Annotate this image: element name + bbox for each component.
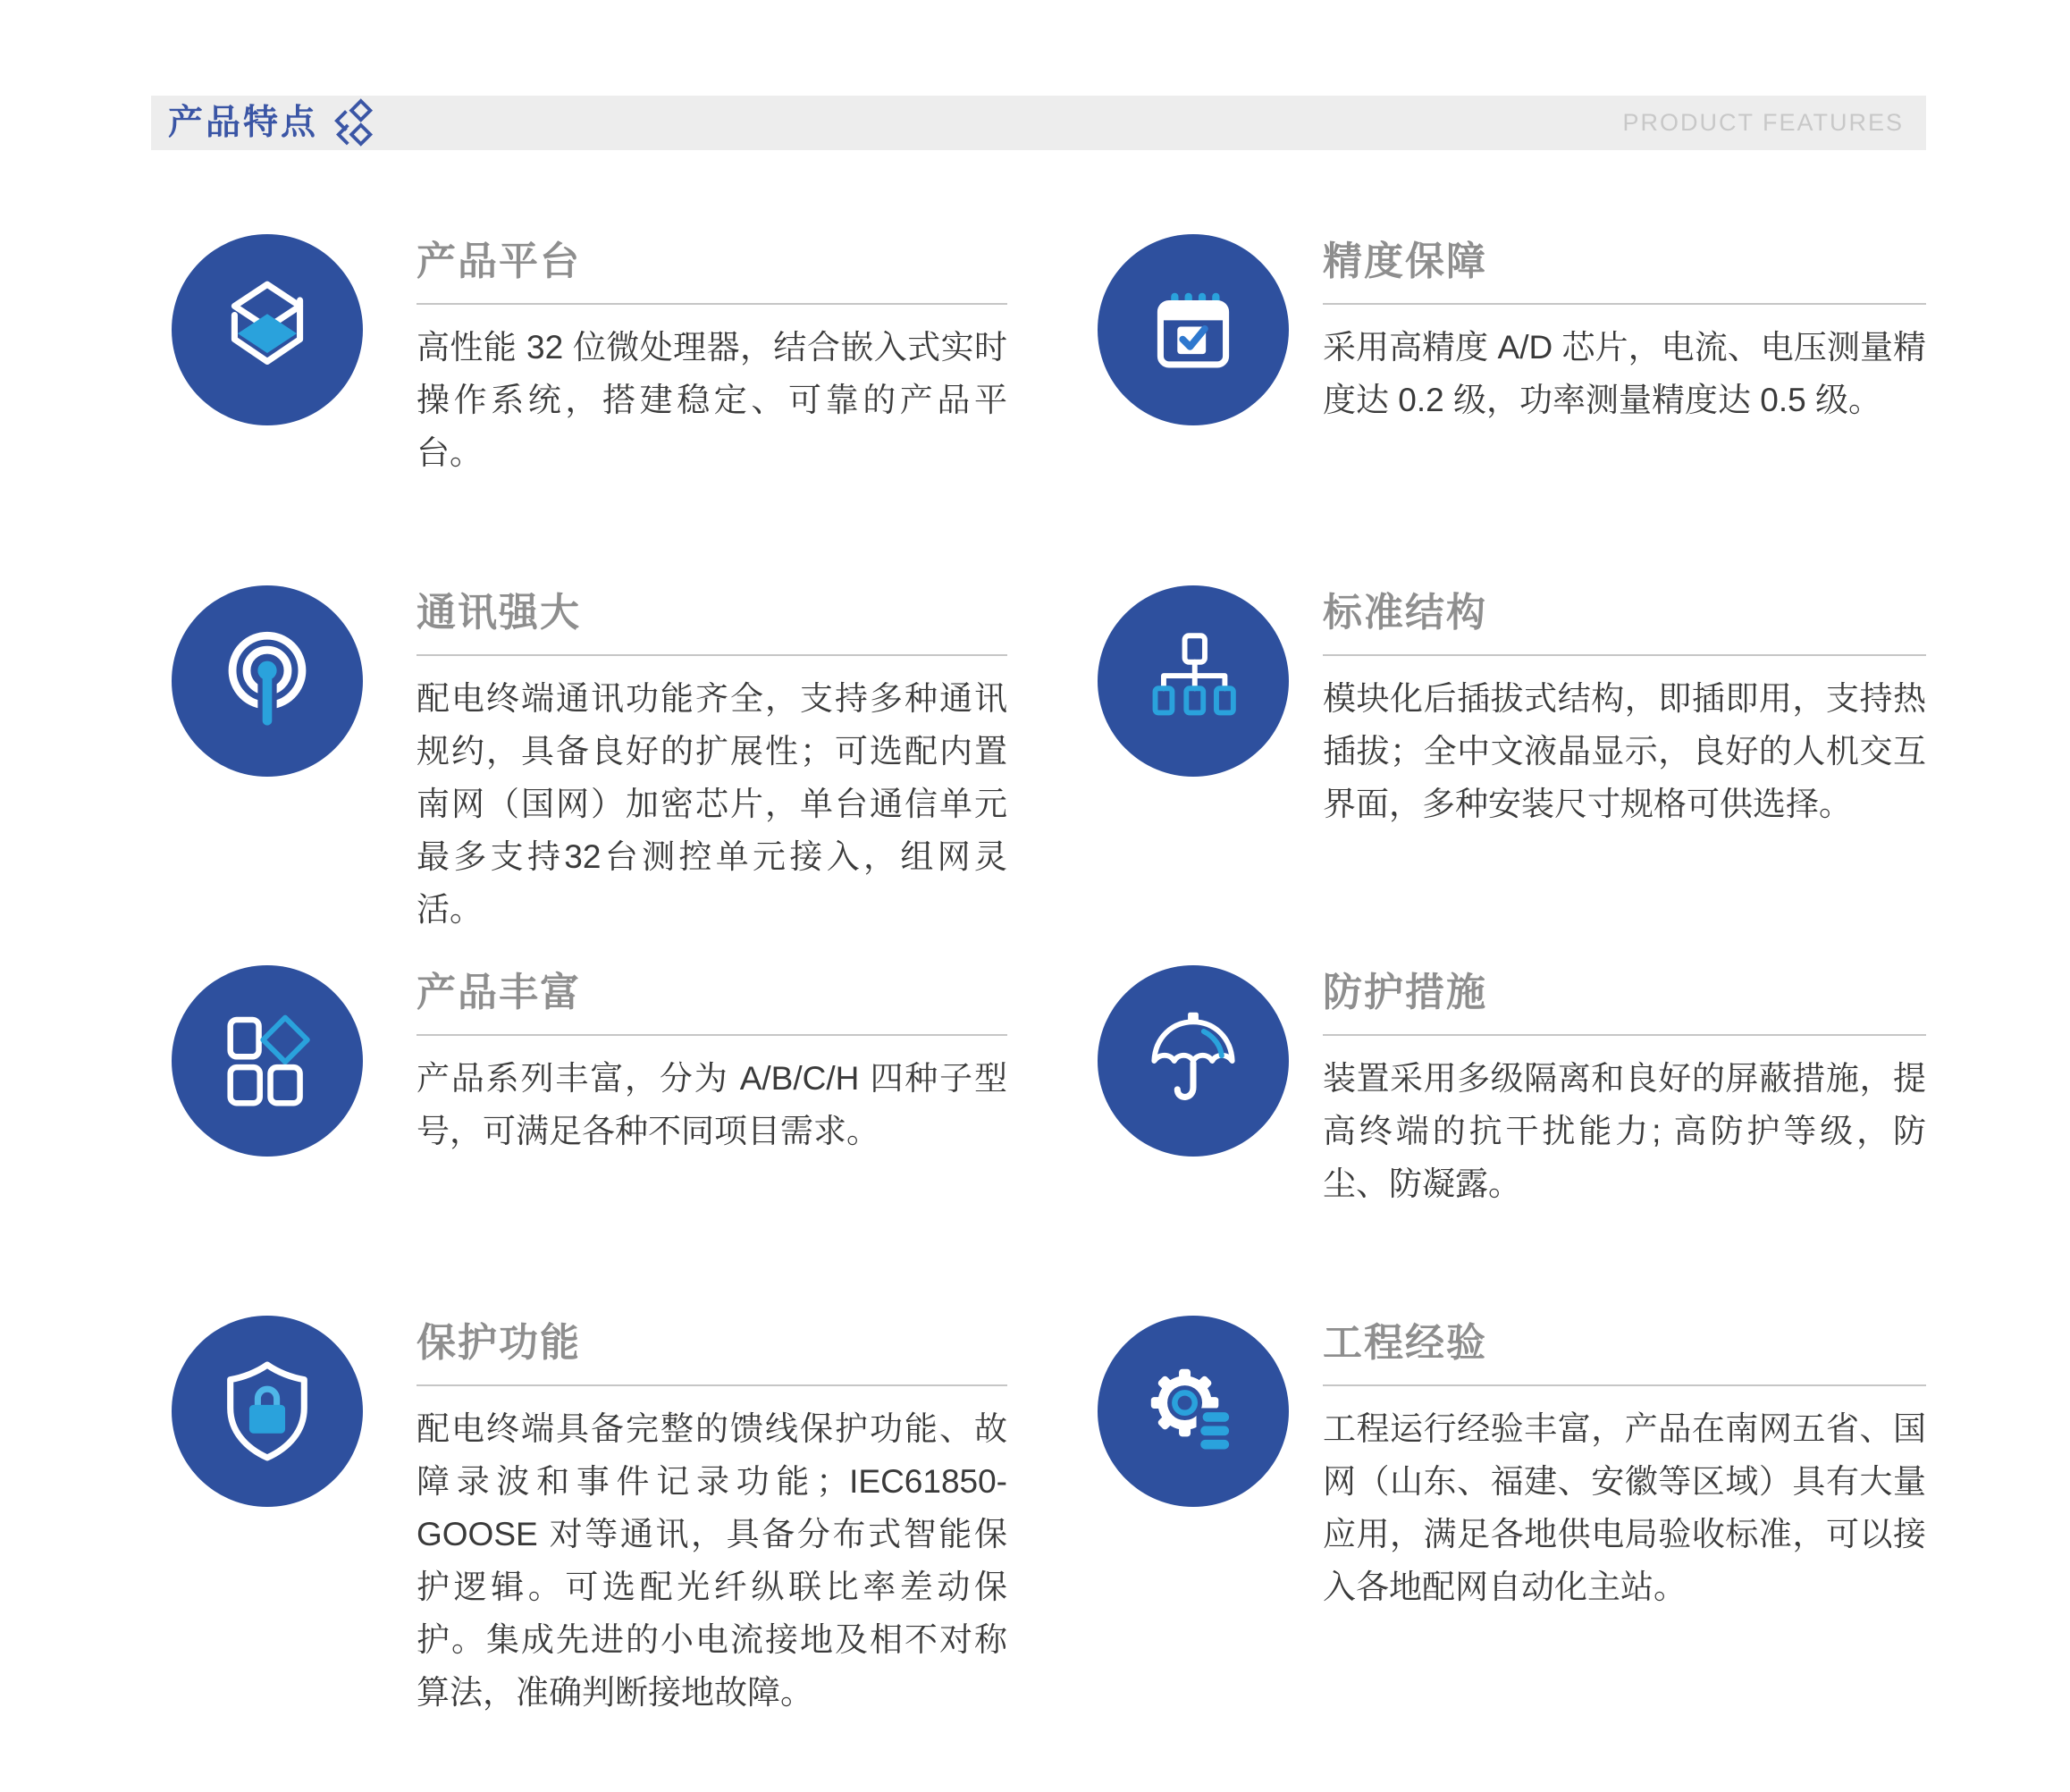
calendar-check-icon xyxy=(1098,234,1289,425)
broadcast-icon xyxy=(172,585,363,777)
feature-body: 产品系列丰富，分为 A/B/C/H 四种子型号，可满足各种不同项目需求。 xyxy=(417,1060,1007,1149)
feature-body: 模块化后插拔式结构，即插即用，支持热插拔；全中文液晶显示，良好的人机交互界面，多种安装尺寸规格可供选择。 xyxy=(1323,680,1926,822)
feature-divider xyxy=(1323,654,1926,656)
feature-title: 保护功能 xyxy=(417,1321,581,1365)
feature-divider xyxy=(1323,1384,1926,1386)
feature-title: 工程经验 xyxy=(1323,1321,1487,1365)
feature-body: 高性能 32 位微处理器，结合嵌入式实时操作系统，搭建稳定、可靠的产品平台。 xyxy=(417,329,1007,471)
feature-card-protective-measures xyxy=(1098,965,1926,1202)
feature-title: 产品丰富 xyxy=(417,971,581,1014)
grid-diamond-icon xyxy=(172,965,363,1157)
feature-divider xyxy=(417,303,1007,305)
gear-list-icon xyxy=(1098,1316,1289,1507)
feature-card-engineering-experience xyxy=(1098,1316,1926,1605)
feature-card-standard-structure xyxy=(1098,585,1926,822)
section-header-bar xyxy=(151,96,1926,150)
feature-divider xyxy=(417,1034,1007,1036)
hierarchy-icon xyxy=(1098,585,1289,777)
feature-divider xyxy=(417,1384,1007,1386)
shield-lock-icon xyxy=(172,1316,363,1507)
feature-title: 标准结构 xyxy=(1323,591,1487,635)
feature-divider xyxy=(1323,303,1926,305)
feature-body: 采用高精度 A/D 芯片，电流、电压测量精度达 0.2 级，功率测量精度达 0.5 级。 xyxy=(1323,329,1926,418)
feature-card-protection-function xyxy=(172,1316,1007,1711)
feature-divider xyxy=(417,654,1007,656)
feature-card-precision xyxy=(1098,234,1926,425)
feature-body: 装置采用多级隔离和良好的屏蔽措施，提高终端的抗干扰能力; 高防护等级，防尘、防凝露。 xyxy=(1323,1060,1926,1202)
feature-body: 配电终端通讯功能齐全，支持多种通讯规约，具备良好的扩展性；可选配内置南网（国网）加密芯片，单台通信单元最多支持32台测控单元接入，组网灵活。 xyxy=(417,680,1007,928)
layers-icon xyxy=(172,234,363,425)
umbrella-icon xyxy=(1098,965,1289,1157)
section-title: 产品特点 xyxy=(168,104,319,142)
feature-title: 通讯强大 xyxy=(417,591,581,635)
feature-body: 配电终端具备完整的馈线保护功能、故障录波和事件记录功能；IEC61850-GOOSE 对等通讯，具备分布式智能保护逻辑。可选配光纤纵联比率差动保护。集成先进的小电流接地及相不对称算法，准确判断接地故障。 xyxy=(417,1410,1007,1711)
feature-body: 工程运行经验丰富，产品在南网五省、国网（山东、福建、安徽等区域）具有大量应用，满足各地供电局验收标准，可以接入各地配网自动化主站。 xyxy=(1323,1410,1926,1605)
feature-divider xyxy=(1323,1034,1926,1036)
section-subtitle: PRODUCT FEATURES xyxy=(1622,109,1904,136)
brand-mark-icon xyxy=(332,98,377,153)
feature-card-rich-products xyxy=(172,965,1007,1157)
feature-card-product-platform xyxy=(172,234,1007,471)
feature-title: 防护措施 xyxy=(1323,971,1487,1014)
feature-title: 产品平台 xyxy=(417,240,581,283)
feature-card-communication xyxy=(172,585,1007,928)
feature-title: 精度保障 xyxy=(1323,240,1487,283)
